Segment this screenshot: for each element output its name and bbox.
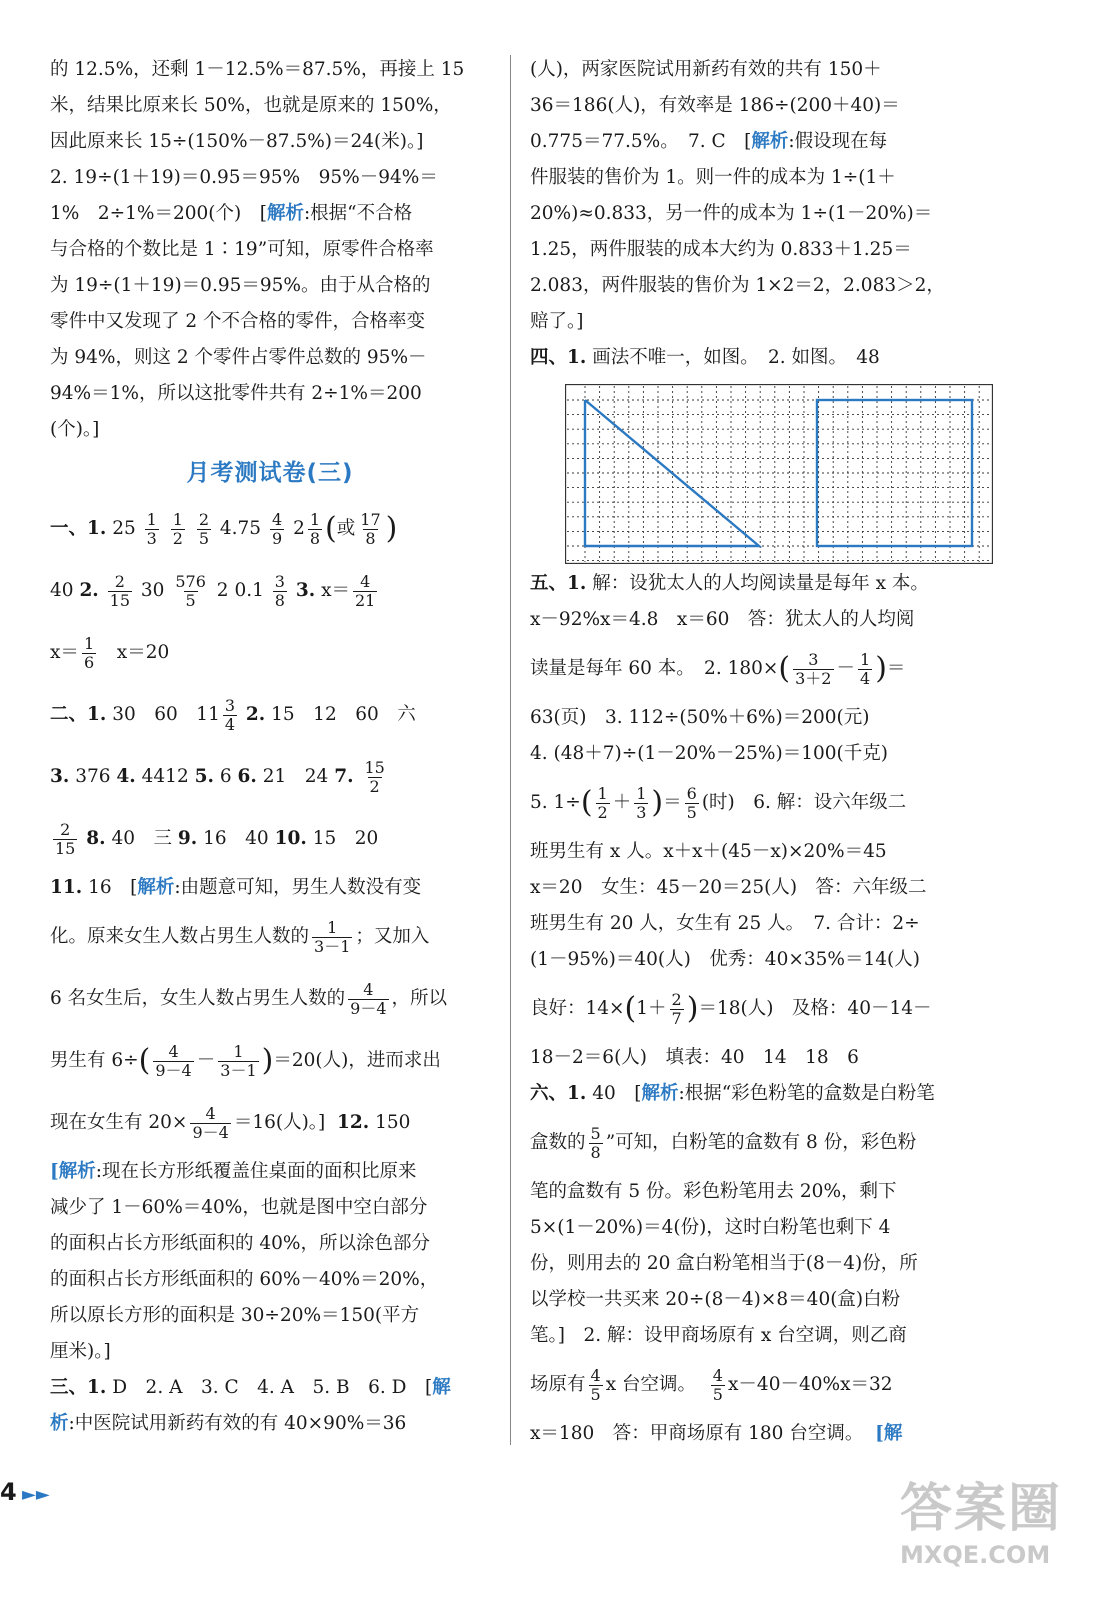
- text-line: 良好：14×(1＋ $\frac{2}{7}$ )＝18(人) 及格：40－14－: [530, 989, 932, 1028]
- analysis-label: 解: [432, 1377, 451, 1398]
- fraction: $\frac{4}{9-4}$: [350, 979, 387, 1018]
- fraction: $\frac{3}{3+2}$: [795, 649, 832, 688]
- page-number: 4: [0, 1478, 17, 1506]
- analysis-label: [解析: [50, 1161, 96, 1182]
- text-line: 2. 19÷(1＋19)＝0.95＝95% 95%－94%＝: [50, 167, 438, 188]
- text-line: x－92%x＝4.8 x＝60 答：犹太人的人均阅: [530, 609, 915, 630]
- analysis-label: 解析: [641, 1083, 679, 1104]
- fraction: $\frac{1}{3-1}$: [314, 917, 351, 956]
- q2-line-4: 11. 16 [解析:由题意可知，男生人数没有变: [50, 877, 422, 898]
- text-line: 厘米)。]: [50, 1341, 111, 1362]
- text-line: 94%＝1%，所以这批零件共有 2÷1%＝200: [50, 383, 422, 404]
- fraction: $\frac{4}{9-4}$: [155, 1041, 192, 1080]
- fraction: $\frac{1}{3}$: [636, 783, 647, 822]
- text-line: 以学校一共买来 20÷(8－4)×8＝40(盒)白粉: [530, 1289, 901, 1310]
- q1-line-3: x＝ $\frac{1}{6}$ x＝20: [50, 633, 170, 672]
- fraction: $\frac{1}{2}$: [597, 783, 608, 822]
- q3-line-2: 析:中医院试用新药有效的有 40×90%＝36: [50, 1413, 407, 1434]
- fraction: $\frac{1}{8}$: [309, 509, 321, 548]
- text-line: 份，则用去的 20 盒白粉笔相当于(8－4)份，所: [530, 1253, 918, 1274]
- text-line: 因此原来长 15÷(150%－87.5%)＝24(米)。]: [50, 131, 424, 152]
- text-line: (个)。]: [50, 419, 100, 440]
- text-line: 班男生有 20 人，女生有 25 人。 7. 合计：2÷: [530, 913, 920, 934]
- q1-line-1: 一、1. 25 $\frac{1}{3}$ $\frac{1}{2}$ $\frac{2}{5}$ 4.75 $\frac{4}{9}$ 2 $\frac{1}{8}$ (或 $\frac{17}{8}$ ): [50, 509, 398, 548]
- fraction: $\frac{1}{3-1}$: [220, 1041, 257, 1080]
- column-divider: [510, 55, 511, 1445]
- right-column: [530, 52, 1010, 1452]
- text-line: 四、1. 画法不唯一，如图。 2. 如图。 48: [530, 347, 880, 368]
- text-line: 五、1. 解：设犹太人的人均阅读量是每年 x 本。: [530, 573, 929, 594]
- analysis-label: 解析: [751, 131, 789, 152]
- fraction: $\frac{6}{5}$: [686, 783, 697, 822]
- fraction: $\frac{3}{4}$: [224, 695, 236, 734]
- text-line: 读量是每年 60 本。 2. 180×( $\frac{3}{3+2}$ － $\frac{1}{4}$ )＝: [530, 649, 906, 688]
- text-line: 六、1. 40 [解析:根据“彩色粉笔的盒数是白粉笔: [530, 1083, 935, 1104]
- fraction: $\frac{1}{4}$: [860, 649, 871, 688]
- text-line: (人)，两家医院试用新药有效的共有 150＋: [530, 59, 882, 80]
- watermark-url: MXQE.COM: [900, 1541, 1051, 1569]
- text-line: 为 19÷(1＋19)＝0.95＝95%。由于从合格的: [50, 275, 431, 296]
- fraction: $\frac{1}{2}$: [172, 509, 183, 548]
- fraction: $\frac{4}{5}$: [712, 1365, 723, 1404]
- q2-line-6: 6 名女生后，女生人数占男生人数的 $\frac{4}{9-4}$ ，所以: [50, 979, 448, 1018]
- q3-line-1: 三、1. D 2. A 3. C 4. A 5. B 6. D [解: [50, 1377, 451, 1398]
- fraction: $\frac{1}{6}$: [83, 633, 95, 672]
- grid-figure: [530, 376, 1010, 566]
- text-line: 18－2＝6(人) 填表：40 14 18 6: [530, 1047, 859, 1068]
- q2-line-3: $\frac{2}{15}$ 8. 40 三 9. 16 40 10. 15 20: [55, 819, 379, 858]
- fraction: $\frac{2}{15}$: [109, 571, 131, 610]
- fraction: $\frac{4}{9}$: [271, 509, 283, 548]
- q2-line-2: 3. 376 4. 4412 5. 6 6. 21 24 7. $\frac{15}{2}$: [50, 757, 385, 796]
- q1-line-2: 40 2. $\frac{2}{15}$ 30 $\frac{576}{5}$ 2 0.1 $\frac{3}{8}$ 3. x＝ $\frac{4}{21}$: [50, 571, 376, 610]
- text-line: 班男生有 x 人。x＋x＋(45－x)×20%＝45: [530, 841, 887, 862]
- grid-drawing: [565, 384, 993, 564]
- text-line: 所以原长方形的面积是 30÷20%＝150(平方: [50, 1305, 420, 1326]
- text-line: 20%)≈0.833，另一件的成本为 1÷(1－20%)＝: [530, 203, 933, 224]
- q2-line-1: 二、1. 30 60 11 $\frac{3}{4}$ 2. 15 12 60 六: [50, 695, 416, 734]
- text-line: 63(页) 3. 112÷(50%＋6%)＝200(元): [530, 707, 870, 728]
- analysis-label: 解析: [266, 203, 304, 224]
- section-title: 月考测试卷(三): [186, 460, 354, 486]
- text-line: x＝20 女生：45－20＝25(人) 答：六年级二: [530, 877, 927, 898]
- watermark-title: 答案圈: [900, 1479, 1063, 1539]
- text-line: 5. 1÷( $\frac{1}{2}$ ＋ $\frac{1}{3}$ )＝ $\frac{6}{5}$ (时) 6. 解：设六年级二: [530, 783, 907, 822]
- text-line: 米，结果比原来长 50%，也就是原来的 150%，: [50, 95, 452, 116]
- fraction: $\frac{4}{5}$: [590, 1365, 601, 1404]
- text-line: 2.083，两件服装的售价为 1×2＝2，2.083＞2，: [530, 275, 945, 296]
- left-column: [50, 52, 490, 1442]
- q2-line-8: 现在女生有 20× $\frac{4}{9-4}$ ＝16(人)。] 12. 150: [50, 1103, 411, 1142]
- text-line: 的面积占长方形纸面积的 40%，所以涂色部分: [50, 1233, 431, 1254]
- text-line: (1－95%)＝40(人) 优秀：40×35%＝14(人): [530, 949, 920, 970]
- analysis-label: [解: [875, 1423, 903, 1444]
- text-line: 的面积占长方形纸面积的 60%－40%＝20%，: [50, 1269, 439, 1290]
- q2-line-5: 化。原来女生人数占男生人数的 $\frac{1}{3-1}$ ；又加入: [50, 917, 430, 956]
- fraction: $\frac{1}{3}$: [146, 509, 157, 548]
- text-line: 减少了 1－60%＝40%，也就是图中空白部分: [50, 1197, 428, 1218]
- text-line: 笔。] 2. 解：设甲商场原有 x 台空调，则乙商: [530, 1325, 907, 1346]
- text-line: 零件中又发现了 2 个不合格的零件，合格率变: [50, 311, 426, 332]
- watermark: [900, 1478, 1090, 1588]
- text-line: 场原有 $\frac{4}{5}$ x 台空调。 $\frac{4}{5}$ x－40－40%x＝32: [530, 1365, 893, 1404]
- fraction: $\frac{17}{8}$: [360, 509, 381, 548]
- page-arrows-icon: ►►: [22, 1484, 50, 1505]
- text-line: 5×(1－20%)＝4(份)，这时白粉笔也剩下 4: [530, 1217, 891, 1238]
- text-line: 盒数的 $\frac{5}{8}$ ”可知，白粉笔的盒数有 8 份，彩色粉: [530, 1123, 917, 1162]
- fraction: $\frac{15}{2}$: [364, 757, 385, 796]
- analysis-label: 解析: [137, 877, 175, 898]
- text-line: 0.775＝77.5%。 7. C [解析:假设现在每: [530, 131, 888, 152]
- fraction: $\frac{2}{15}$: [55, 819, 76, 858]
- fraction: $\frac{5}{8}$: [590, 1123, 601, 1162]
- q2-line-9: [解析:现在长方形纸覆盖住桌面的面积比原来: [50, 1161, 417, 1182]
- text-line: 与合格的个数比是 1∶19”可知，原零件合格率: [50, 239, 434, 260]
- text-line: 为 94%，则这 2 个零件占零件总数的 95%－: [50, 347, 427, 368]
- text-line: 件服装的售价为 1。则一件的成本为 1÷(1＋: [530, 167, 896, 188]
- text-line: 笔的盒数有 5 份。彩色粉笔用去 20%，剩下: [530, 1181, 897, 1202]
- text-line: 的 12.5%，还剩 1－12.5%＝87.5%，再接上 15: [50, 59, 465, 80]
- text-line: 赔了。]: [530, 311, 584, 332]
- fraction: $\frac{2}{7}$: [671, 989, 682, 1028]
- fraction: $\frac{2}{5}$: [198, 509, 209, 548]
- fraction: $\frac{4}{21}$: [355, 571, 376, 610]
- text-line: 4. (48＋7)÷(1－20%－25%)＝100(千克): [530, 743, 888, 764]
- text-line: x＝180 答：甲商场原有 180 台空调。 [解: [530, 1423, 903, 1444]
- grid-border: [566, 385, 993, 564]
- q2-line-7: 男生有 6÷( $\frac{4}{9-4}$ － $\frac{1}{3-1}$ )＝20(人)，进而求出: [50, 1041, 441, 1080]
- fraction: $\frac{576}{5}$: [175, 571, 206, 610]
- fraction: $\frac{3}{8}$: [274, 571, 285, 610]
- text-line: 1.25，两件服装的成本大约为 0.833＋1.25＝: [530, 239, 912, 260]
- analysis-label: 析: [50, 1413, 69, 1434]
- fraction: $\frac{4}{9-4}$: [192, 1103, 229, 1142]
- text-line: 1% 2÷1%＝200(个) [解析:根据“不合格: [50, 203, 413, 224]
- text-line: 36＝186(人)，有效率是 186÷(200＋40)＝: [530, 95, 900, 116]
